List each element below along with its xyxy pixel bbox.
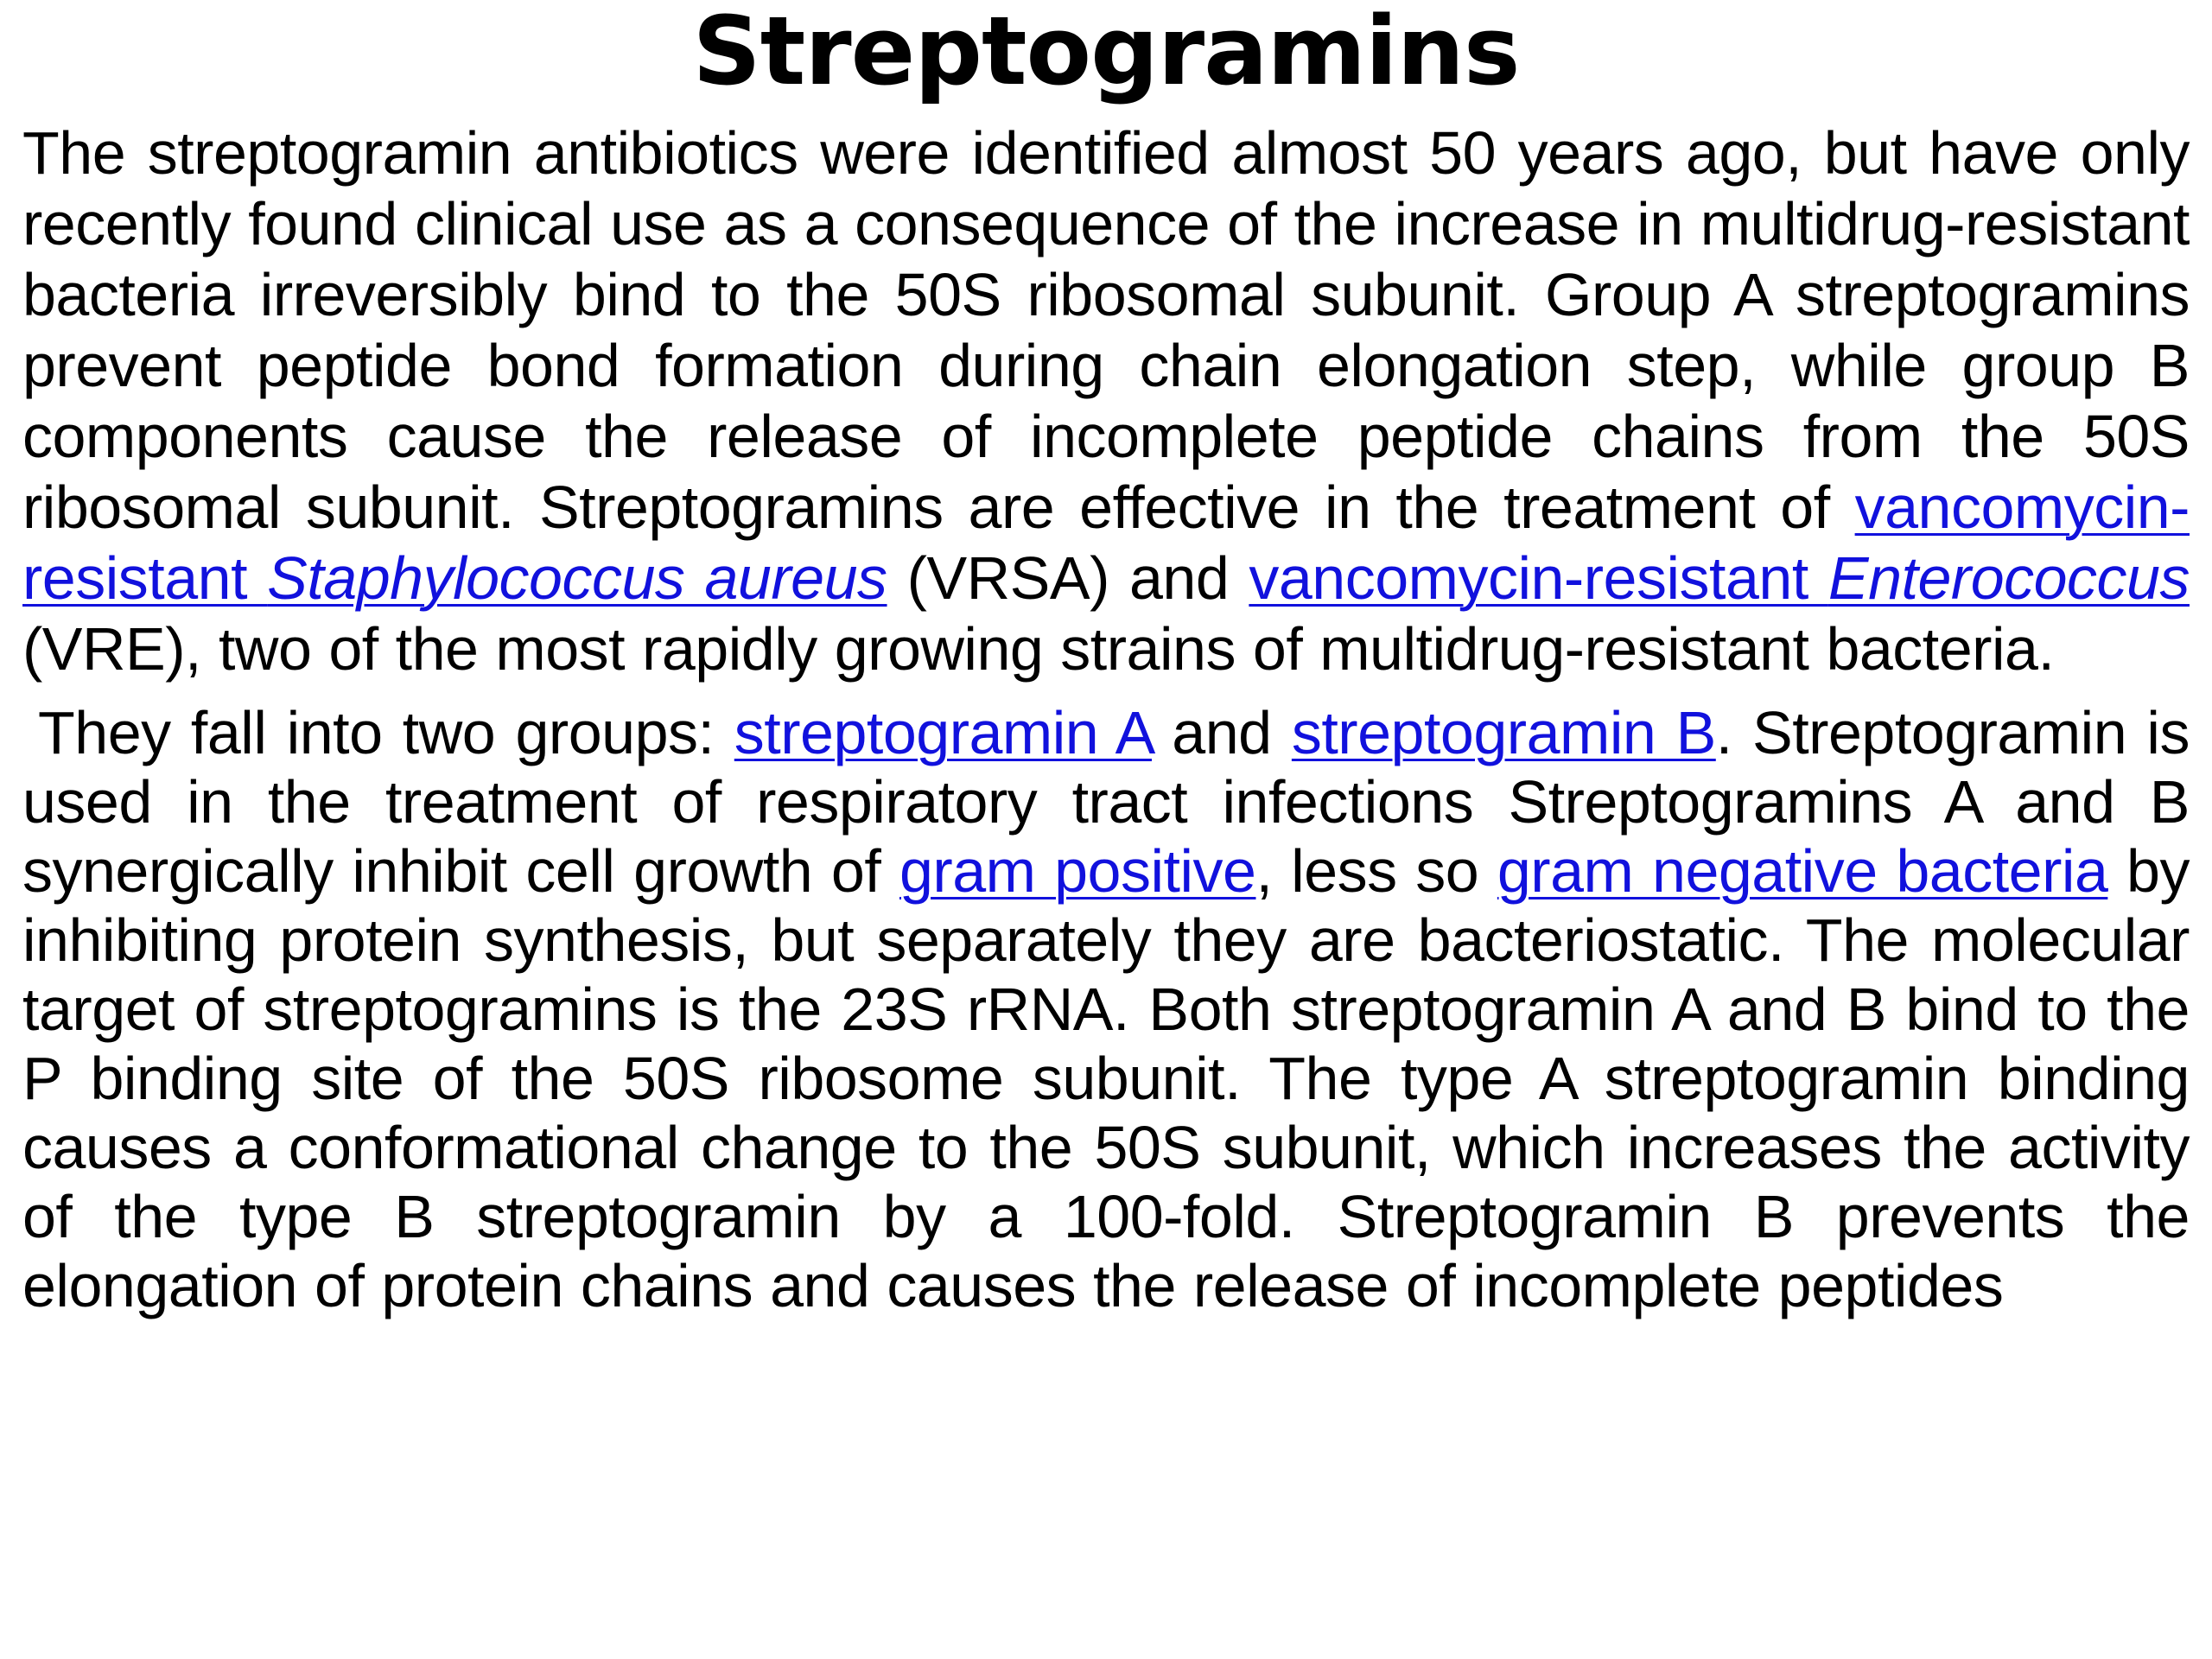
link-vrsa-organism: Staphylococcus aureus: [267, 544, 887, 612]
paragraph-groups-text-d: , less so: [1255, 837, 1497, 905]
slide-title: Streptogramins: [692, 0, 1520, 106]
link-vrsa-prefix: vancomycin-resistant: [22, 474, 2190, 612]
paragraph-intro-text-a: The streptogramin antibiotics were identified almost 50 years ago, but have only recently found clinical use as a consequence of the increase in multidrug-resistant bacteria irreversibly bind to the 50S ribosomal subunit. Group A streptogramins prevent peptide bond formation during chain elongation step, while group B components cause the release of incomplete peptide chains from the 50S ribosomal subunit. Streptogramins are effective in the treatment of: [22, 119, 2190, 541]
link-streptogramin-b[interactable]: streptogramin B: [1291, 699, 1716, 766]
paragraph-intro: [22, 118, 2190, 684]
link-vre-prefix: vancomycin-resistant: [1249, 544, 1828, 612]
link-streptogramin-a[interactable]: streptogramin A: [734, 699, 1152, 766]
paragraph-intro-text-c: (VRE), two of the most rapidly growing strains of multidrug-resistant bacteria.: [22, 615, 2055, 683]
paragraph-intro-text-b: (VRSA) and: [887, 544, 1249, 612]
link-gram-negative-bacteria[interactable]: gram negative bacteria: [1497, 837, 2108, 905]
paragraph-groups-text-b: and: [1151, 699, 1292, 766]
paragraph-groups-text-c: . Streptogramin is used in the treatment of respiratory tract infections Streptogramins A and B synergically inhibit cell growth of: [22, 699, 2190, 905]
link-vre-organism: Enterococcus: [1827, 544, 2190, 612]
link-vre[interactable]: [1249, 544, 2190, 612]
paragraph-groups-text-a: They fall into two groups:: [38, 699, 734, 766]
paragraph-groups: [22, 698, 2190, 1320]
link-gram-positive[interactable]: gram positive: [899, 837, 1256, 905]
paragraph-groups-text-e: by inhibiting protein synthesis, but separately they are bacteriostatic. The molecular target of streptogramins is the 23S rRNA. Both streptogramin A and B bind to the P binding site of the 50S ribosome subunit. The type A streptogramin binding causes a conformational change to the 50S subunit, which increases the activity of the type B streptogramin by a 100-fold. Streptogramin B prevents the elongation of protein chains and causes the release of incomplete peptides: [22, 837, 2190, 1319]
